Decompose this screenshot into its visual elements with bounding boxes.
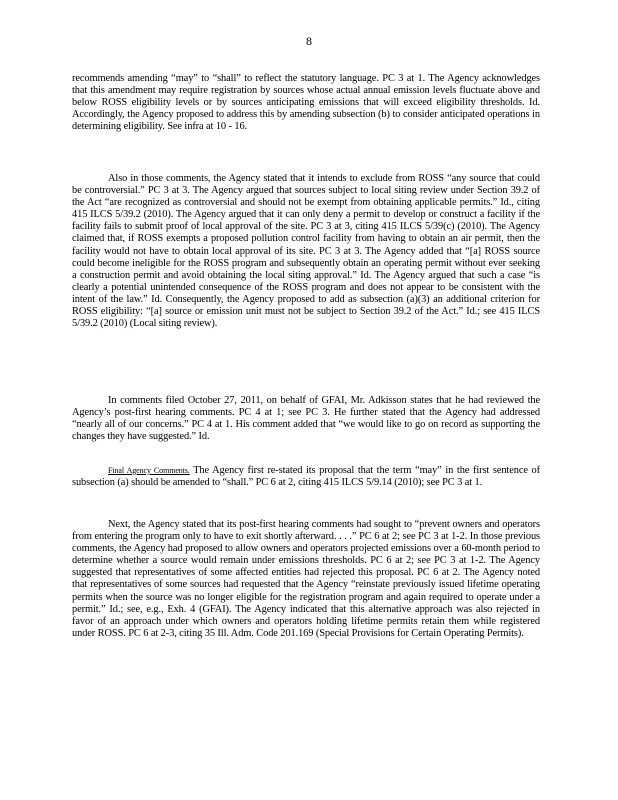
section-heading: Final Agency Comments. <box>108 466 190 475</box>
paragraph-gfai-comments: In comments filed October 27, 2011, on behalf of GFAI, Mr. Adkisson states that he had reviewed the Agency’s post-first hearing comments. PC 4 at 1; see PC 3. He further stated that the Agency had addressed “nearly all of our concerns.” PC 4 at 1. His comment added that “we would like to go on record as supporting the changes they have suggested.” Id. <box>72 395 540 443</box>
paragraph-final-agency-text: The Agency first re-stated its proposal that the term “may” in the first sentence of subsection (a) should be amended to “shall.” PC 6 at 2, citing 415 ILCS 5/9.14 (2010); see PC 3 at 1. <box>72 465 540 489</box>
paragraph-final-agency-comments <box>72 465 540 489</box>
paragraph-lifetime-permits: Next, the Agency stated that its post-first hearing comments had sought to “prevent owners and operators from entering the program only to have to exit shortly afterward. . . .” PC 6 at 2; see PC 3 at 1-2. In those previous comments, the Agency had proposed to allow owners and operators projected emissions over a 60-month period to determine whether a source would remain under emissions thresholds. PC 6 at 2; see PC 3 at 1-2. The Agency suggested that representatives of some affected entities had rejected this proposal. PC 6 at 2. The Agency noted that representatives of some sources had requested that the Agency “reinstate previously issued lifetime operating permits when the source was no longer eligible for the registration program and again required to operate under a permit.” Id.; see, e.g., Exh. 4 (GFAI). The Agency indicated that this alternative approach was also rejected in favor of an approach under which owners and operators holding lifetime permits retain them while registered under ROSS. PC 6 at 2-3, citing 35 Ill. Adm. Code 201.169 (Special Provisions for Certain Operating Permits). <box>72 519 540 639</box>
paragraph-controversial-sources: Also in those comments, the Agency stated that it intends to exclude from ROSS “any source that could be controversial.” PC 3 at 3. The Agency argued that sources subject to local siting review under Section 39.2 of the Act “are recognized as controversial and should not be exempt from obtaining applicable permits.” Id., citing 415 ILCS 5/39.2 (2010). The Agency argued that it can only deny a permit to develop or construct a facility if the facility fails to submit proof of local approval of the site. PC 3 at 3, citing 415 ILCS 5/39(c) (2010). The Agency claimed that, if ROSS exempts a proposed pollution control facility from having to obtain an air permit, then the facility would not have to obtain local approval of its site. PC 3 at 3. The Agency added that “[a] ROSS source could become ineligible for the ROSS program and subsequently obtain an operating permit without ever seeking a construction permit and avoid obtaining the local siting approval.” Id. The Agency argued that such a case “is clearly a potential unintended consequence of the ROSS program and does not appear to be consistent with the intent of the law.” Id. Consequently, the Agency proposed to add as subsection (a)(3) an additional criterion for ROSS eligibility: “[a] source or emission unit must not be subject to Section 39.2 of the Act.” Id.; see 415 ILCS 5/39.2 (2010) (Local siting review). <box>72 173 540 330</box>
page-number: 8 <box>306 34 312 48</box>
paragraph-recommends-amending: recommends amending “may” to “shall” to reflect the statutory language. PC 3 at 1. The Agency acknowledges that this amendment may require registration by sources whose actual annual emission levels fluctuate above and below ROSS eligibility levels or by sources anticipating emissions that will exceed eligibility thresholds. Id. Accordingly, the Agency proposed to address this by amending subsection (b) to consider anticipated operations in determining eligibility. See infra at 10 - 16. <box>72 73 540 133</box>
